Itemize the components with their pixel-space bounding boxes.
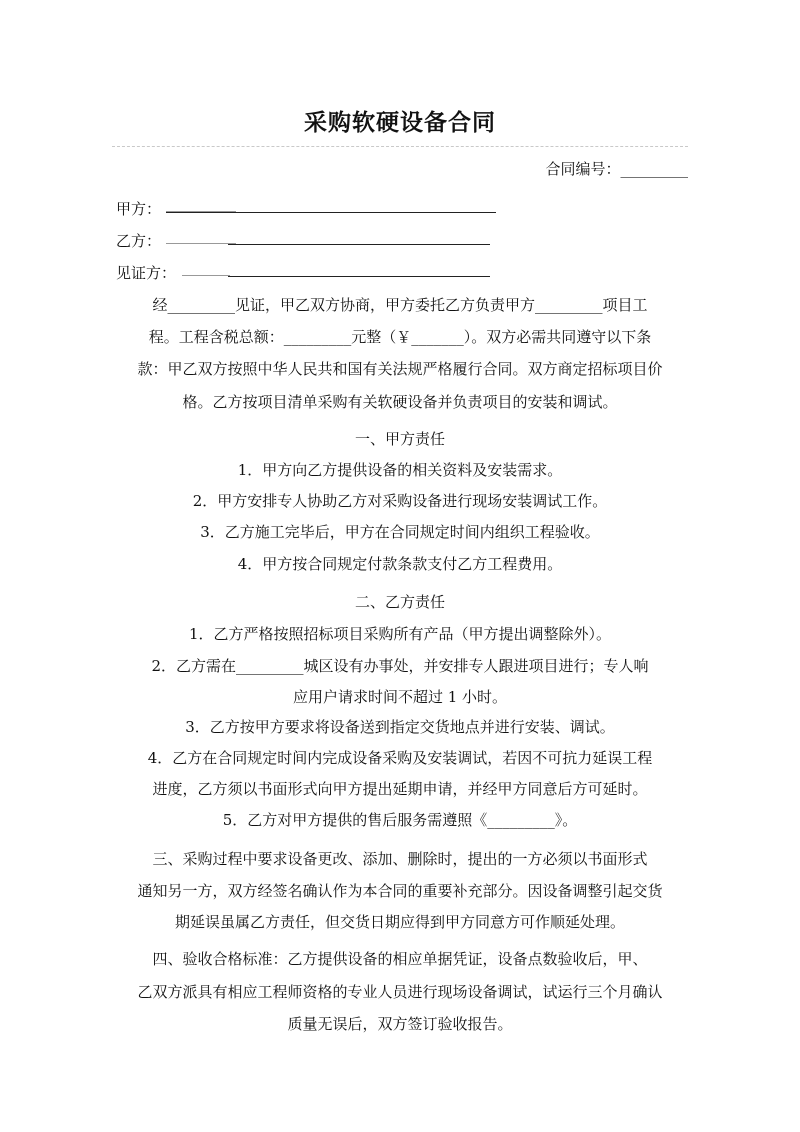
section3-line-2: 通知另一方，双方经签名确认作为本合同的重要补充部分。因设备调整引起交货 <box>137 882 663 900</box>
section1-item-2: 2．甲方安排专人协助乙方对采购设备进行现场安装调试工作。 <box>192 492 608 510</box>
section4-line-3: 质量无误后，双方签订验收报告。 <box>287 1015 513 1033</box>
witness-line <box>228 262 490 277</box>
section1-item-1: 1．甲方向乙方提供设备的相关资料及安装需求。 <box>237 461 563 479</box>
section3-line-1: 三、采购过程中要求设备更改、添加、删除时，提出的一方必须以书面形式 <box>152 850 648 868</box>
section2-item-1: 1．乙方严格按照招标项目采购所有产品（甲方提出调整除外）。 <box>188 625 612 643</box>
section3-line-3: 期延误虽属乙方责任，但交货日期应得到甲方同意方可作顺延处理。 <box>174 913 625 931</box>
section2-item-2: 2．乙方需在_________城区设有办事处，并安排专人跟进项目进行；专人响 <box>151 657 649 675</box>
section1-heading: 一、甲方责任 <box>354 430 445 448</box>
intro-line-4: 格。乙方按项目清单采购有关软硬设备并负责项目的安装和调试。 <box>182 393 618 411</box>
contract-number: 合同编号：_________ <box>545 160 688 178</box>
party-b-label: 乙方： <box>116 232 162 250</box>
section4-line-1: 四、验收合格标准：乙方提供设备的相应单据凭证，设备点数验收后，甲、 <box>152 950 648 968</box>
section2-heading: 二、乙方责任 <box>354 593 445 611</box>
section2-item-4: 4．乙方在合同规定时间内完成设备采购及安装调试，若因不可抗力延误工程 <box>147 749 653 767</box>
intro-line-3: 款：甲乙双方按照中华人民共和国有关法规严格履行合同。双方商定招标项目价 <box>137 360 663 378</box>
section2-item-4-cont: 进度，乙方须以书面形式向甲方提出延期申请，并经甲方同意后方可延时。 <box>152 780 648 798</box>
party-a-short-line <box>166 211 236 212</box>
section1-item-3: 3．乙方施工完毕后，甲方在合同规定时间内组织工程验收。 <box>200 523 600 541</box>
party-b-line <box>228 230 490 245</box>
party-b-short-line <box>166 243 236 244</box>
party-a-label: 甲方： <box>116 200 162 218</box>
section2-item-3: 3．乙方按甲方要求将设备送到指定交货地点并进行安装、调试。 <box>185 718 615 736</box>
witness <box>116 262 176 283</box>
witness-short-line <box>182 275 230 276</box>
party-a <box>116 198 161 219</box>
party-b <box>116 230 161 251</box>
intro-line-1: 经_________见证，甲乙双方协商，甲方委托乙方负责甲方_________项目工 <box>152 296 648 314</box>
section2-item-5: 5．乙方对甲方提供的售后服务需遵照《_________》。 <box>222 811 578 829</box>
intro-line-2: 程。工程含税总额：_________元整（￥_______）。双方必需共同遵守以下条 <box>148 328 652 346</box>
witness-label: 见证方： <box>116 264 177 282</box>
section2-item-2-cont: 应用户请求时间不超过 1 小时。 <box>292 688 508 706</box>
section4-line-2: 乙双方派具有相应工程师资格的专业人员进行现场设备调试，试运行三个月确认 <box>137 983 663 1001</box>
title-divider <box>112 146 688 147</box>
section1-item-4: 4．甲方按合同规定付款条款支付乙方工程费用。 <box>237 555 563 573</box>
page-title: 采购软硬设备合同 <box>304 109 496 136</box>
